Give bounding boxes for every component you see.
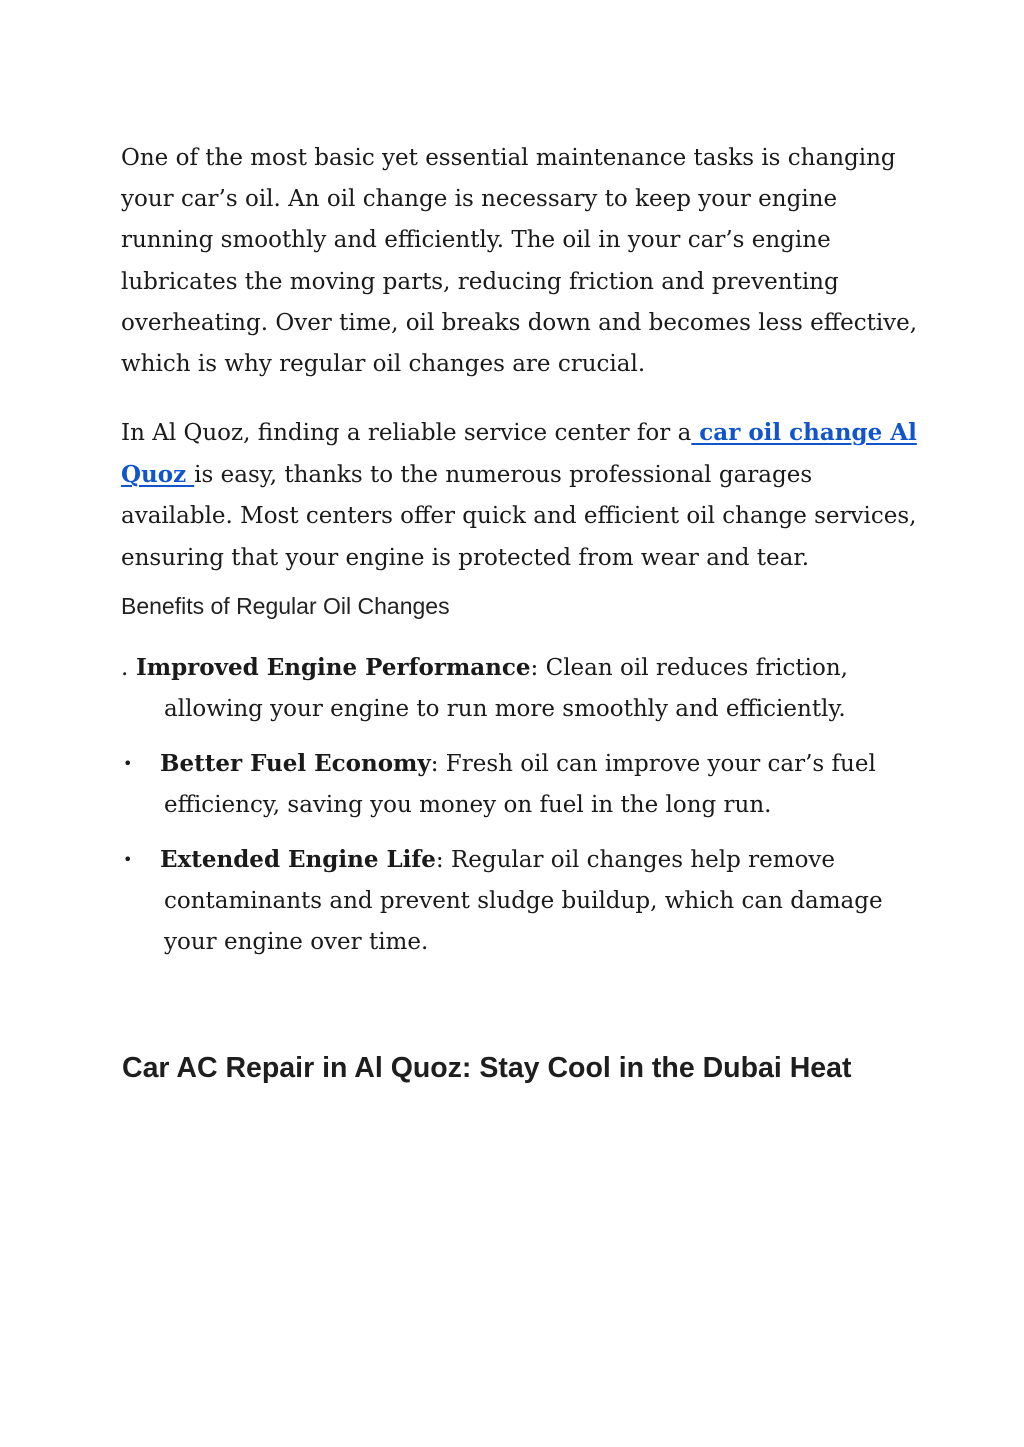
paragraph-line: ensuring that your engine is protected from wear and tear.	[121, 544, 810, 571]
bullet-icon: •	[123, 850, 133, 869]
benefit-title: Improved Engine Performance	[136, 654, 531, 681]
section-heading: Car AC Repair in Al Quoz: Stay Cool in the Dubai Heat	[122, 1052, 852, 1084]
benefit-first-line	[121, 839, 941, 881]
car-oil-change-link-continued[interactable]: Quoz	[121, 461, 195, 489]
benefit-item-engine-life	[121, 839, 941, 964]
benefit-title: Better Fuel Economy	[160, 750, 431, 777]
benefit-description: : Fresh oil can improve your car’s fuel	[430, 751, 876, 777]
paragraph-line	[121, 454, 921, 496]
benefit-item-engine-performance	[121, 647, 941, 730]
paragraph-text: is easy, thanks to the numerous professional garages	[194, 462, 813, 489]
benefit-continuation: your engine over time.	[164, 929, 429, 956]
paragraph-line	[121, 412, 921, 454]
bullet-icon: •	[123, 754, 133, 773]
paragraph-line: overheating. Over time, oil breaks down and becomes less effective,	[121, 309, 918, 336]
benefit-continuation: efficiency, saving you money on fuel in the long run.	[164, 792, 772, 819]
benefit-first-line	[121, 743, 941, 785]
paragraph-line: available. Most centers offer quick and efficient oil change services,	[121, 503, 917, 530]
intro-paragraph	[121, 138, 921, 385]
paragraph-text: In Al Quoz, finding a reliable service center for a	[121, 420, 692, 446]
paragraph-line: lubricates the moving parts, reducing friction and preventing	[121, 268, 839, 295]
benefit-description: : Regular oil changes help remove	[435, 847, 836, 873]
benefit-first-line	[121, 647, 941, 689]
benefit-title: Extended Engine Life	[160, 846, 436, 873]
paragraph-line: your car’s oil. An oil change is necessary to keep your engine	[121, 186, 838, 213]
benefit-item-fuel-economy	[121, 743, 941, 826]
benefit-continuation: contaminants and prevent sludge buildup, which can damage	[164, 888, 883, 915]
paragraph-line: which is why regular oil changes are crucial.	[121, 351, 646, 378]
paragraph-line: running smoothly and efficiently. The oil in your car’s engine	[121, 227, 831, 254]
service-center-paragraph	[121, 412, 921, 579]
car-oil-change-link[interactable]: car oil change Al	[691, 419, 917, 446]
benefit-continuation: allowing your engine to run more smoothly and efficiently.	[164, 696, 846, 723]
list-marker: .	[121, 655, 129, 681]
paragraph-line: One of the most basic yet essential maintenance tasks is changing	[121, 145, 896, 171]
benefit-description: : Clean oil reduces friction,	[530, 655, 848, 681]
benefits-subheading: Benefits of Regular Oil Changes	[121, 593, 450, 619]
